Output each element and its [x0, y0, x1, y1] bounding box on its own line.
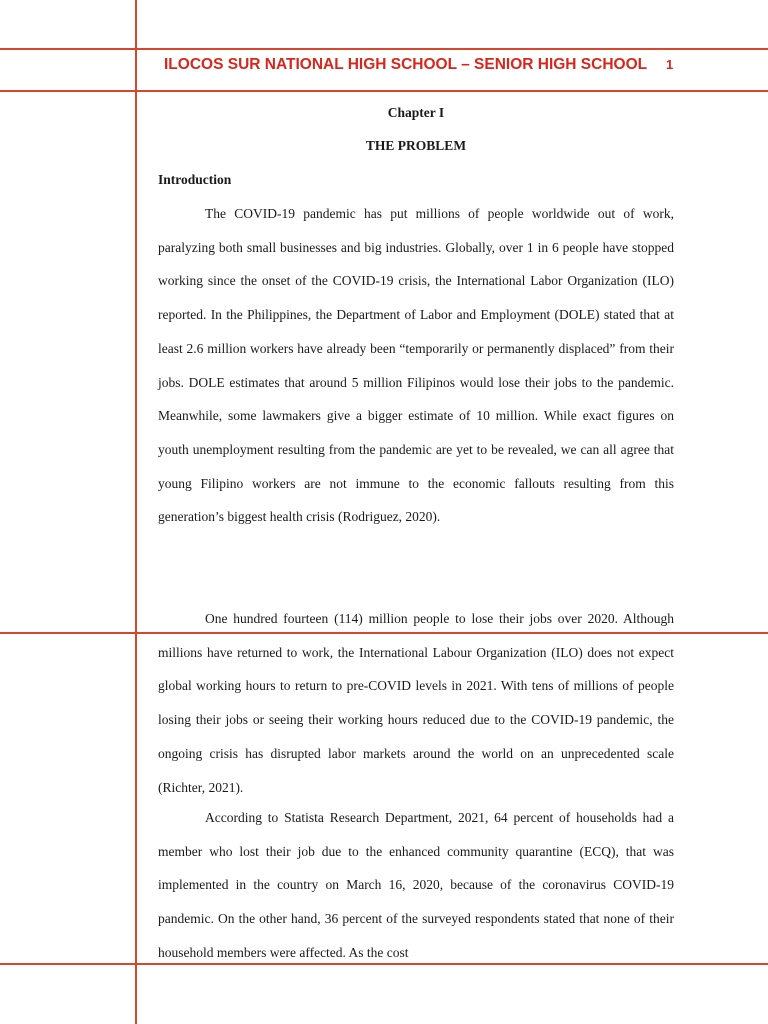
title-heading: THE PROBLEM: [365, 138, 467, 153]
section-heading: Introduction: [158, 172, 232, 187]
school-name: ILOCOS SUR NATIONAL HIGH SCHOOL – SENIOR HIGH SCHOOL: [164, 56, 648, 73]
paragraph-2: One hundred fourteen (114) million people to lose their jobs over 2020. Although millions have returned to work, the International Labour Organization (ILO) does not expect global working hours to return to pre-COVID levels in 2021. With tens of millions of people losing their jobs or seeing their working hours reduced due to the COVID-19 pandemic, the ongoing crisis has disrupted labor markets around the world on an unprecedented scale (Richter, 2021).: [158, 611, 674, 795]
page-number: 1: [666, 57, 674, 72]
chapter-heading: Chapter I: [387, 105, 445, 120]
top-margin-line: [0, 48, 768, 50]
paragraph-3: According to Statista Research Department, 2021, 64 percent of households had a member who lost their job due to the enhanced community quarantine (ECQ), that was implemented in the country on March 16, 2020, because of the coronavirus COVID-19 pandemic. On the other hand, 36 percent of the surveyed respondents stated that none of their household members were affected. As the cost: [158, 810, 674, 960]
paragraph-1: The COVID-19 pandemic has put millions of people worldwide out of work, paralyzing both small businesses and big industries. Globally, over 1 in 6 people have stopped working since the onset of the COVID-19 crisis, the International Labor Organization (ILO) reported. In the Philippines, the Department of Labor and Employment (DOLE) stated that at least 2.6 million workers have already been “temporarily or permanently displaced” from their jobs. DOLE estimates that around 5 million Filipinos would lose their jobs to the pandemic. Meanwhile, some lawmakers give a bigger estimate of 10 million. While exact figures on youth unemployment resulting from the pandemic are yet to be revealed, we can all agree that young Filipino workers are not immune to the economic fallouts resulting from this generation’s biggest health crisis (Rodriguez, 2020).: [158, 206, 674, 525]
page-header: [164, 56, 684, 74]
header-rule-line: [0, 90, 768, 92]
left-margin-line: [135, 0, 137, 1024]
